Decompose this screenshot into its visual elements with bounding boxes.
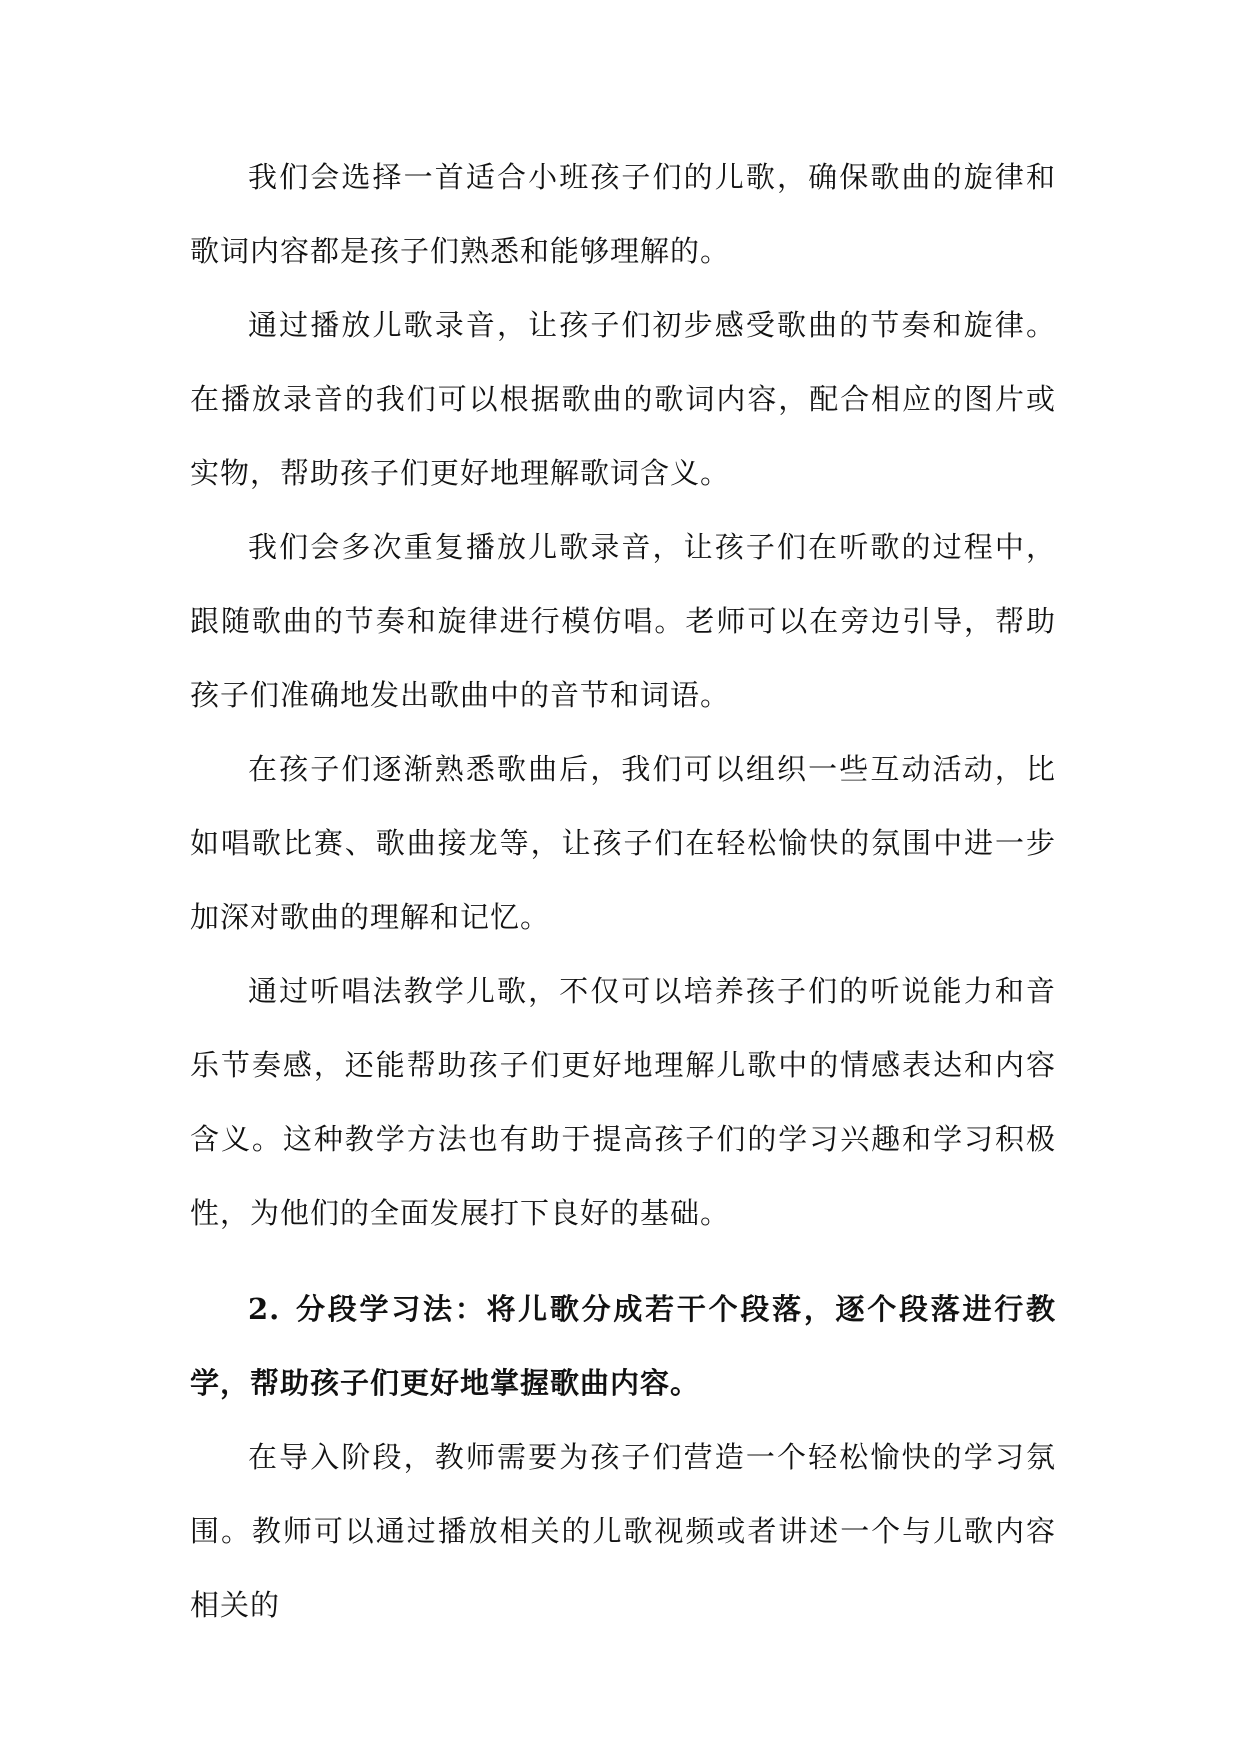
section-number: 2. [248, 1292, 281, 1326]
paragraph-song-selection: 我们会选择一首适合小班孩子们的儿歌，确保歌曲的旋律和歌词内容都是孩子们熟悉和能够理解的。 [190, 160, 1056, 268]
section-heading-text: 分段学习法：将儿歌分成若干个段落，逐个段落进行教学，帮助孩子们更好地掌握歌曲内容。 [190, 1292, 1056, 1400]
paragraph-introduction-stage: 在导入阶段，教师需要为孩子们营造一个轻松愉快的学习氛围。教师可以通过播放相关的儿歌视频或者讲述一个与儿歌内容相关的 [190, 1440, 1056, 1622]
paragraph-play-recording: 通过播放儿歌录音，让孩子们初步感受歌曲的节奏和旋律。在播放录音的我们可以根据歌曲的歌词内容，配合相应的图片或实物，帮助孩子们更好地理解歌词含义。 [190, 308, 1056, 490]
document-body [190, 140, 1056, 1642]
paragraph-teaching-benefits: 通过听唱法教学儿歌，不仅可以培养孩子们的听说能力和音乐节奏感，还能帮助孩子们更好地理解儿歌中的情感表达和内容含义。这种教学方法也有助于提高孩子们的学习兴趣和学习积极性，为他们的全面发展打下良好的基础。 [190, 974, 1056, 1230]
paragraph-interactive-activities: 在孩子们逐渐熟悉歌曲后，我们可以组织一些互动活动，比如唱歌比赛、歌曲接龙等，让孩子们在轻松愉快的氛围中进一步加深对歌曲的理解和记忆。 [190, 752, 1056, 934]
section-heading [190, 1272, 1056, 1420]
paragraph-repeat-imitation: 我们会多次重复播放儿歌录音，让孩子们在听歌的过程中，跟随歌曲的节奏和旋律进行模仿唱。老师可以在旁边引导，帮助孩子们准确地发出歌曲中的音节和词语。 [190, 530, 1056, 712]
